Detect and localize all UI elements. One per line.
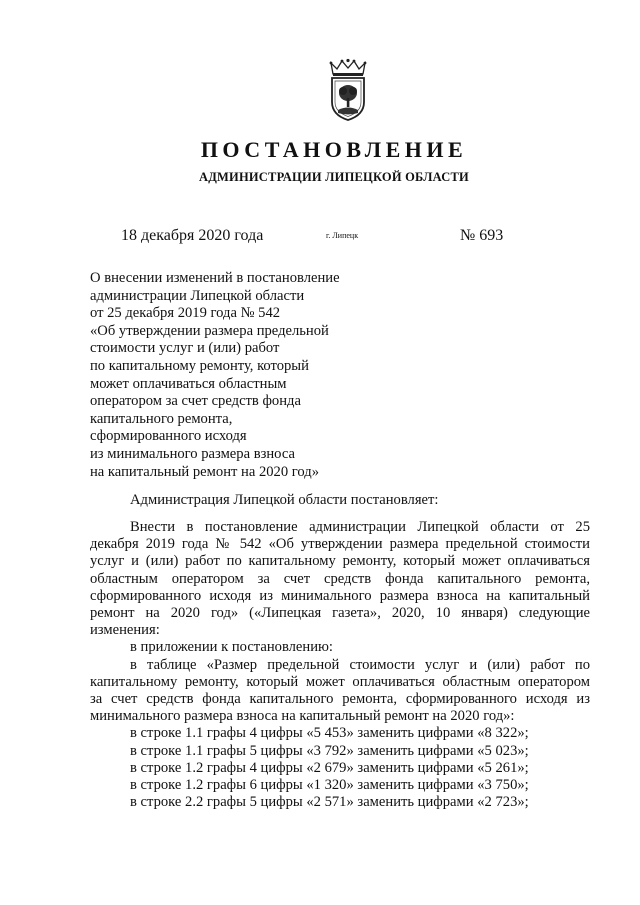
subject-line: оператором за счет средств фонда <box>90 393 301 410</box>
lipetsk-coat-of-arms-icon <box>325 58 371 122</box>
document-number: № 693 <box>460 227 504 244</box>
change-line: в строке 1.1 графы 4 цифры «5 453» заменить цифрами «8 322»; <box>130 725 529 742</box>
document-city: г. Липецк <box>326 231 359 240</box>
subject-line: из минимального размера взноса <box>90 445 295 462</box>
body-line: областным оператором за счет средств фонда капитального ремонта, <box>90 570 590 587</box>
subject-line: капитального ремонта, <box>90 410 233 427</box>
subject-line: на капитальный ремонт на 2020 год» <box>90 463 320 480</box>
change-line: в строке 1.2 графы 6 цифры «1 320» заменить цифрами «3 750»; <box>130 777 529 794</box>
body-line: услуг и (или) работ по капитальному ремонту, который может оплачиваться <box>90 553 590 570</box>
document-date: 18 декабря 2020 года <box>121 227 264 244</box>
body-line: Внести в постановление администрации Липецкой области от 25 <box>130 519 590 535</box>
body-line: в таблице «Размер предельной стоимости услуг и (или) работ по <box>130 656 590 673</box>
body-line: в приложении к постановлению: <box>130 639 333 656</box>
change-line: в строке 1.2 графы 4 цифры «2 679» заменить цифрами «5 261»; <box>130 759 529 776</box>
body-line: капитальному ремонту, который может оплачиваться областным оператором <box>90 673 590 690</box>
subject-line: стоимости услуг и (или) работ <box>90 340 280 357</box>
subject-line: сформированного исходя <box>90 428 247 445</box>
subject-line: по капитальному ремонту, который <box>90 357 309 374</box>
subject-line: от 25 декабря 2019 года № 542 <box>90 305 281 322</box>
resolution-intro: Администрация Липецкой области постановляет: <box>130 492 439 508</box>
resolution-body <box>90 519 590 811</box>
subject-line: «Об утверждении размера предельной <box>90 322 329 339</box>
body-line: изменения: <box>90 622 160 639</box>
body-line: декабря 2019 года № 542 «Об утверждении размера предельной стоимости <box>90 536 590 553</box>
body-line: минимального размера взноса на капитальный ремонт на 2020 год»: <box>90 708 515 725</box>
document-subject <box>90 270 380 481</box>
subject-line: может оплачиваться областным <box>90 375 287 392</box>
body-line: сформированного исходя из минимального размера взноса на капитальный <box>90 587 590 604</box>
subject-line: администрации Липецкой области <box>90 287 305 304</box>
document-title: ПОСТАНОВЛЕНИЕ <box>200 137 468 162</box>
body-line: за счет средств фонда капитального ремонта, сформированного исходя из <box>90 691 590 708</box>
change-line: в строке 1.1 графы 5 цифры «3 792» заменить цифрами «5 023»; <box>130 742 529 759</box>
change-line: в строке 2.2 графы 5 цифры «2 571» заменить цифрами «2 723»; <box>130 794 529 811</box>
body-line: ремонт на 2020 год» («Липецкая газета», 2020, 10 января) следующие <box>90 605 590 622</box>
subject-line: О внесении изменений в постановление <box>90 270 340 286</box>
document-issuer: АДМИНИСТРАЦИИ ЛИПЕЦКОЙ ОБЛАСТИ <box>199 170 469 184</box>
